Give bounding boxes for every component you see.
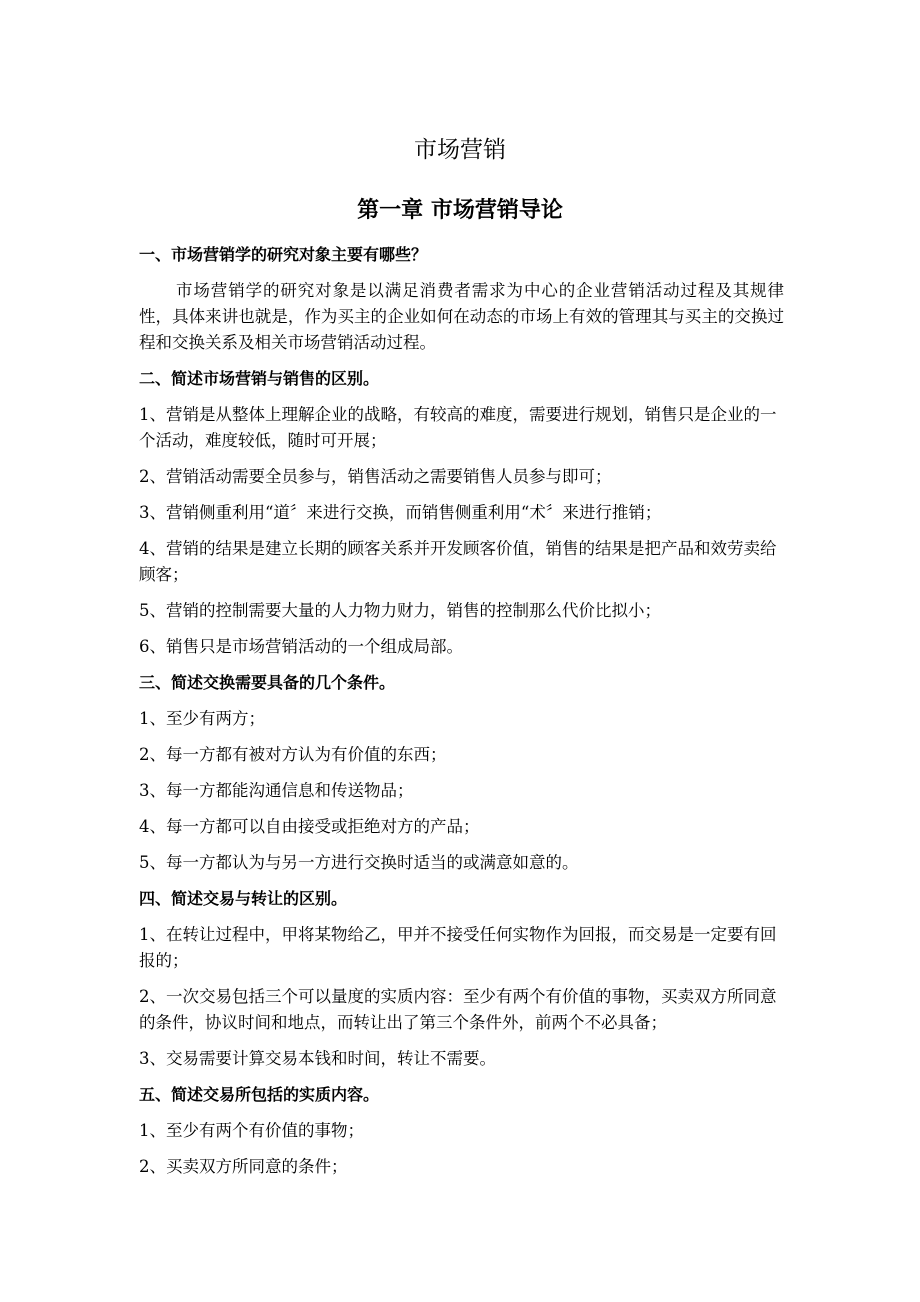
chapter-title: 第一章 市场营销导论 [357,198,563,223]
section-heading-3: 三、简述交换需要具备的几个条件。 [139,673,396,692]
list-item: 4、营销的结果是建立长期的顾客关系并开发顾客价值，销售的结果是把产品和效劳卖给顾客； [139,539,777,584]
list-item: 5、营销的控制需要大量的人力物力财力，销售的控制那么代价比拟小； [139,601,661,620]
list-item: 1、至少有两方； [139,709,265,728]
list-item: 1、营销是从整体上理解企业的战略，有较高的难度，需要进行规划，销售只是企业的一个活动，难度较低，随时可开展； [139,405,777,450]
list-item: 2、一次交易包括三个可以量度的实质内容：至少有两个有价值的事物，买卖双方所同意的条件，协议时间和地点，而转让出了第三个条件外，前两个不必具备； [139,987,777,1032]
section-heading-2: 二、简述市场营销与销售的区别。 [139,369,380,388]
list-item: 1、至少有两个有价值的事物； [139,1121,364,1140]
list-item: 4、每一方都可以自由接受或拒绝对方的产品； [139,817,480,836]
list-item: 3、营销侧重利用“道〞来进行交换，而销售侧重利用“术〞来进行推销； [139,503,662,522]
section-heading-5: 五、简述交易所包括的实质内容。 [139,1085,380,1104]
section-heading-4: 四、简述交易与转让的区别。 [139,889,348,908]
list-item: 5、每一方都认为与另一方进行交换时适当的或满意如意的。 [139,853,579,872]
list-item: 3、交易需要计算交易本钱和时间，转让不需要。 [139,1049,496,1068]
list-item: 6、销售只是市场营销活动的一个组成局部。 [139,637,463,656]
list-item: 1、在转让过程中，甲将某物给乙，甲并不接受任何实物作为回报，而交易是一定要有回报的； [139,925,777,970]
document-title: 市场营销 [414,137,506,163]
list-item: 3、每一方都能沟通信息和传送物品； [139,781,414,800]
section-heading-1: 一、市场营销学的研究对象主要有哪些？ [139,245,428,264]
section-1-paragraph: 市场营销学的研究对象是以满足消费者需求为中心的企业营销活动过程及其规律性，具体来讲也就是，作为买主的企业如何在动态的市场上有效的管理其与买主的交换过程和交换关系及相关市场营销活动过程。 [139,281,784,352]
document-body [139,242,784,1190]
list-item: 2、营销活动需要全员参与，销售活动之需要销售人员参与即可； [139,467,612,486]
list-item: 2、每一方都有被对方认为有价值的东西； [139,745,447,764]
list-item: 2、买卖双方所同意的条件； [139,1157,348,1176]
